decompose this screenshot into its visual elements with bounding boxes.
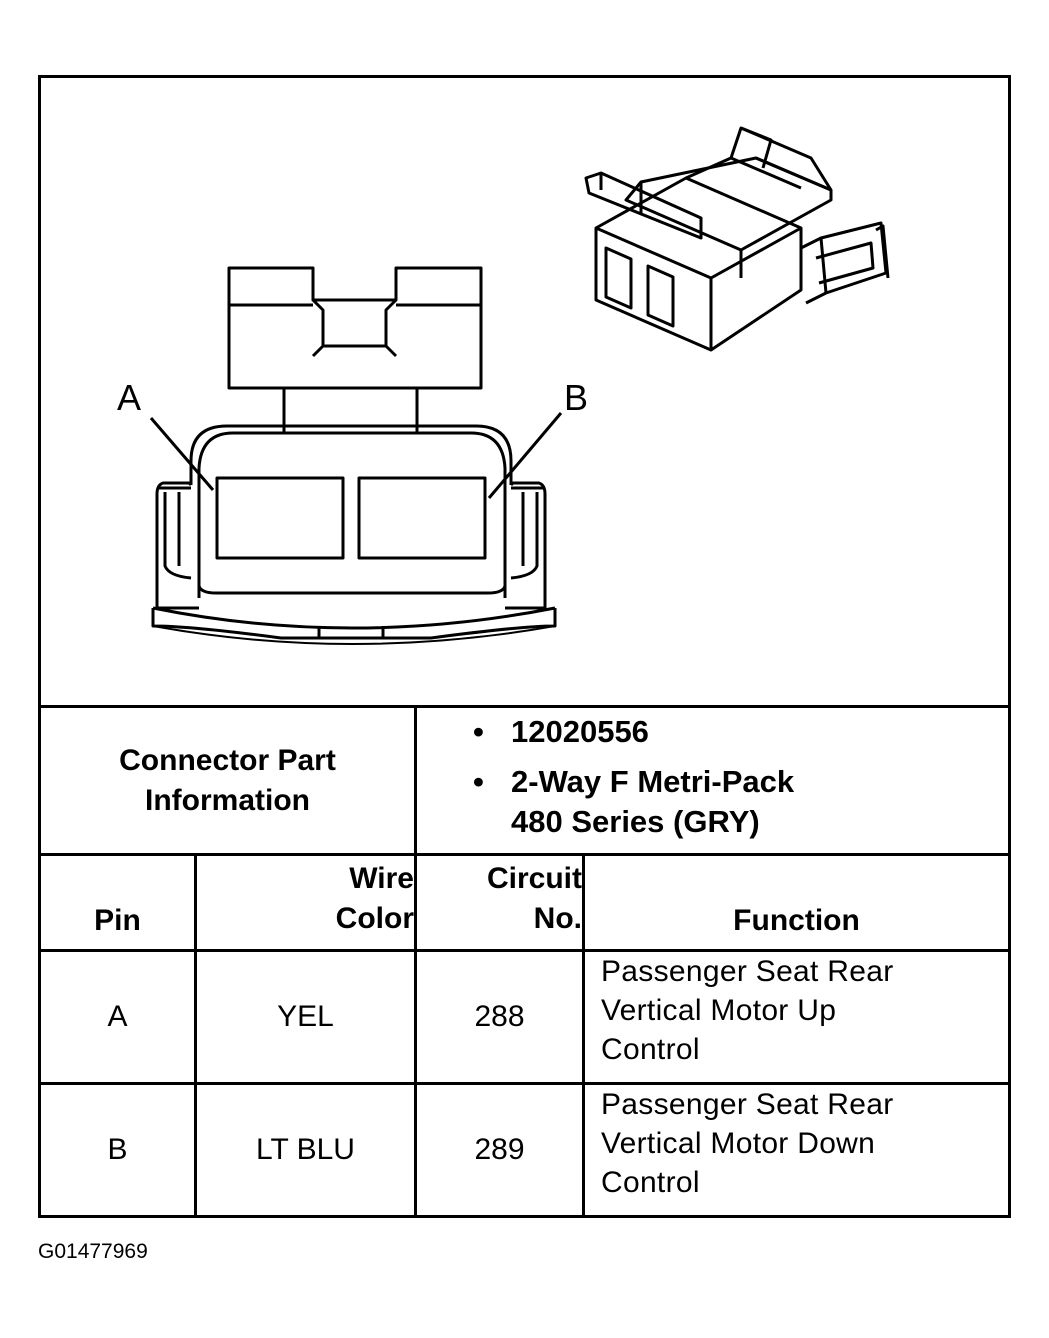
row-b-pin: B: [107, 1133, 128, 1166]
header-circuit-no: Circuit No.: [486, 861, 582, 935]
row-b-function: Passenger Seat Rear Vertical Motor Down Control: [601, 1088, 894, 1199]
header-pin: Pin: [94, 904, 141, 937]
row-b-wire-color: LT BLU: [256, 1133, 355, 1166]
part-info-item: • 2-Way F Metri-Pack: [473, 764, 795, 799]
part-info-item-continued: 480 Series (GRY): [511, 804, 760, 839]
row-a-pin: A: [107, 1000, 128, 1033]
diagram-frame: [38, 75, 1011, 1218]
row-a-wire-color: YEL: [277, 1000, 334, 1033]
connector-illustration: [41, 78, 1008, 708]
row-b-circuit: 289: [474, 1133, 525, 1166]
part-info-list: [473, 712, 794, 842]
connector-front-view: [151, 268, 561, 644]
row-a-circuit: 288: [474, 1000, 525, 1033]
part-info-item: • 12020556: [473, 714, 649, 749]
pin-a-callout: A: [116, 377, 141, 418]
connector-iso-view: [586, 128, 888, 350]
figure-id: G01477969: [38, 1240, 148, 1263]
header-function: Function: [733, 904, 860, 937]
pin-b-callout: B: [563, 377, 588, 418]
row-a-function: Passenger Seat Rear Vertical Motor Up Control: [601, 955, 894, 1066]
part-info-label: Connector Part Information: [119, 743, 336, 817]
header-wire-color: Wire Color: [335, 861, 414, 935]
